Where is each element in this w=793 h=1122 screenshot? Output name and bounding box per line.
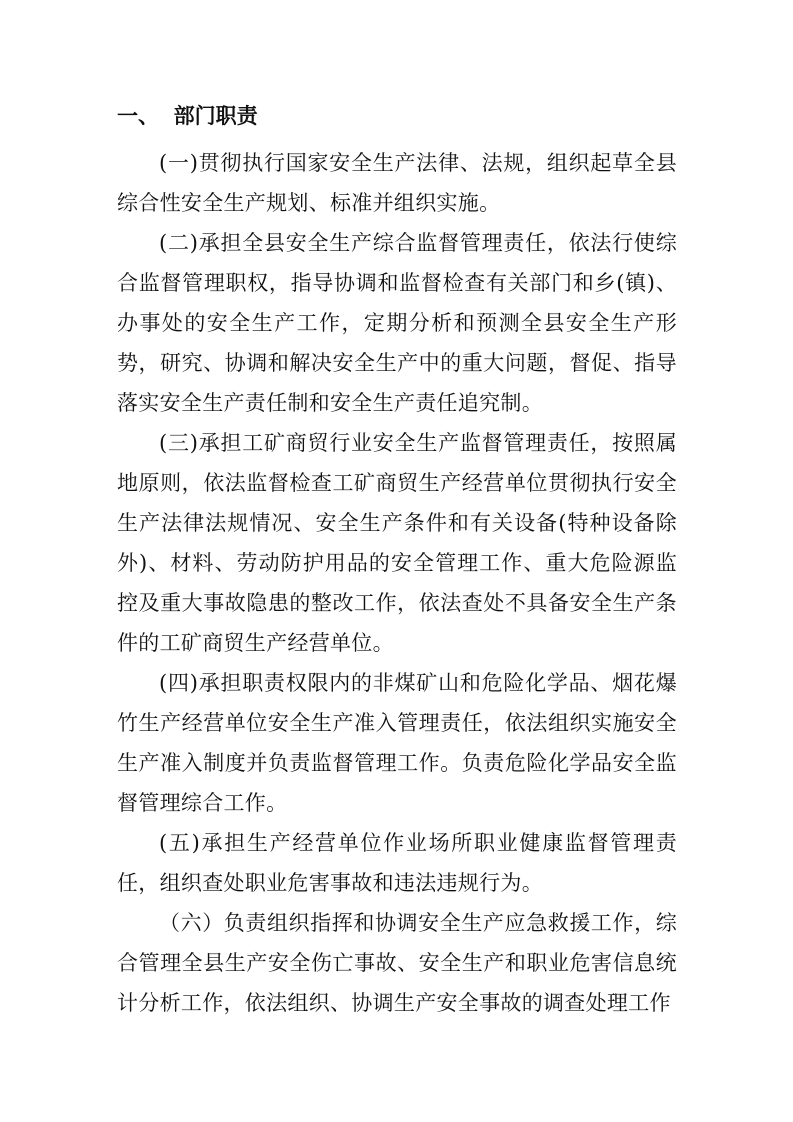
document-body <box>117 143 677 1023</box>
paragraph-2: (二)承担全县安全生产综合监督管理责任，依法行使综合监督管理职权，指导协调和监督检查有关部门和乡(镇)、办事处的安全生产工作，定期分析和预测全县安全生产形势，研究、协调和解决安全生产中的重大问题，督促、指导落实安全生产责任制和安全生产责任追究制。 <box>117 231 677 415</box>
section-heading: 一、 部门职责 <box>117 104 258 128</box>
paragraph-6: （六）负责组织指挥和协调安全生产应急救援工作，综合管理全县生产安全伤亡事故、安全生产和职业危害信息统计分析工作，依法组织、协调生产安全事故的调查处理工作 <box>117 911 677 1015</box>
paragraph-5: (五)承担生产经营单位作业场所职业健康监督管理责任，组织查处职业危害事故和违法违规行为。 <box>117 831 677 895</box>
paragraph-4: (四)承担职责权限内的非煤矿山和危险化学品、烟花爆竹生产经营单位安全生产准入管理责任，依法组织实施安全生产准入制度并负责监督管理工作。负责危险化学品安全监督管理综合工作。 <box>117 671 677 815</box>
paragraph-1: (一)贯彻执行国家安全生产法律、法规，组织起草全县综合性安全生产规划、标准并组织实施。 <box>117 151 677 215</box>
paragraph-3: (三)承担工矿商贸行业安全生产监督管理责任，按照属地原则，依法监督检查工矿商贸生产经营单位贯彻执行安全生产法律法规情况、安全生产条件和有关设备(特种设备除外)、材料、劳动防护用品的安全管理工作、重大危险源监控及重大事故隐患的整改工作，依法查处不具备安全生产条件的工矿商贸生产经营单位。 <box>117 431 677 655</box>
